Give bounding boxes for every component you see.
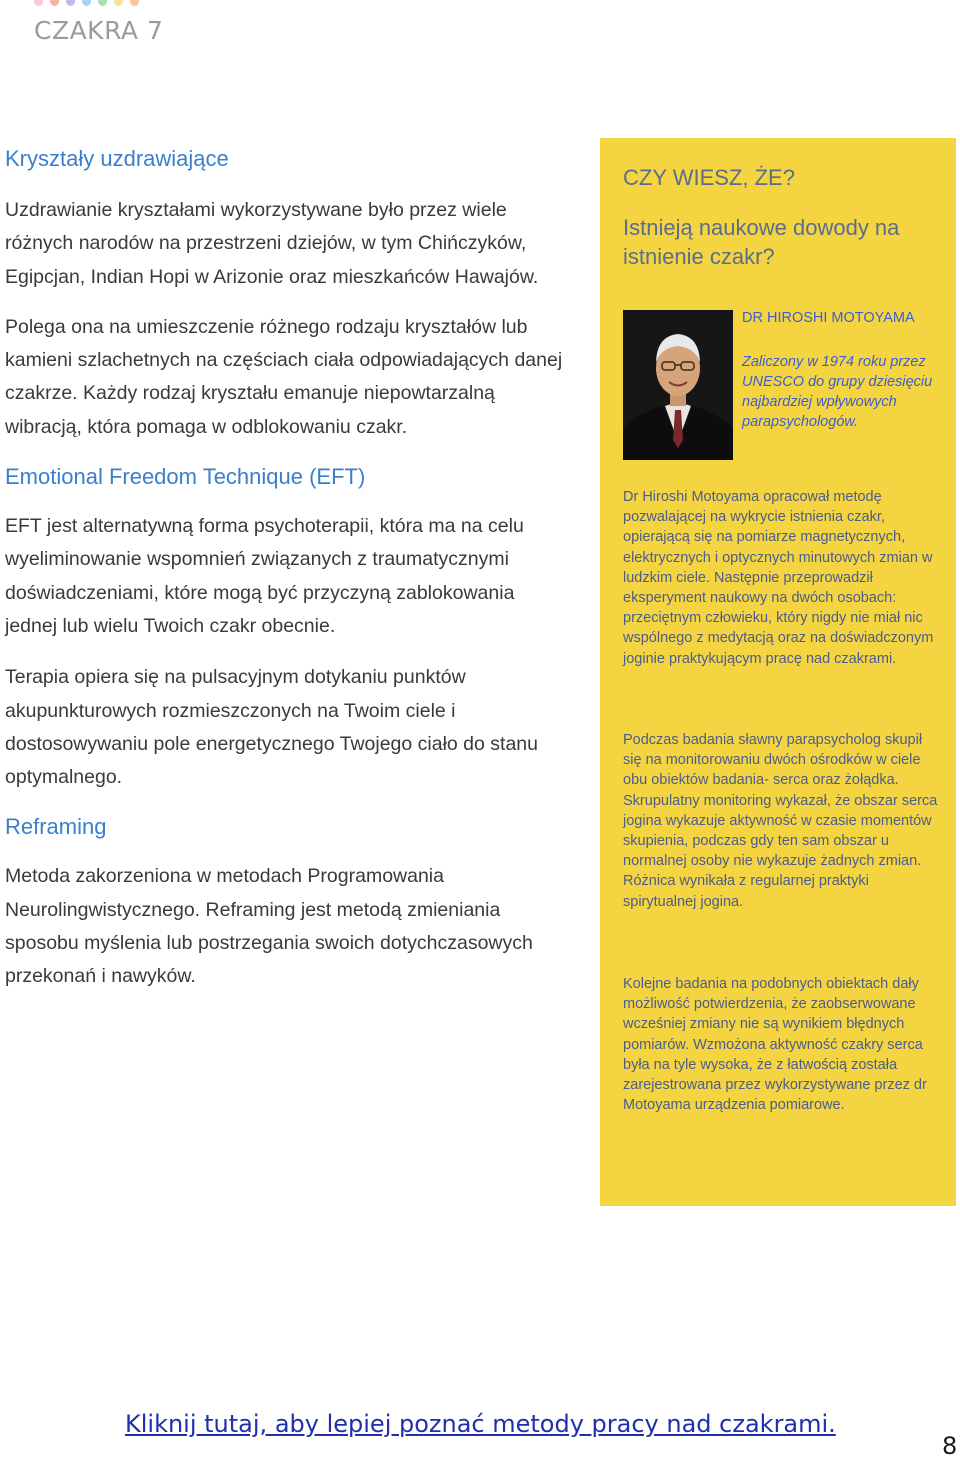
eft-paragraph-1: EFT jest alternatywną forma psychoterapii, która ma na celu wyeliminowanie wspomnień związanych z traumatycznymi doświadczeniami, które mogą być przyczyną zablokowania jednej lub wielu Twoich czakr obecnie. [5, 515, 524, 637]
did-you-know-box [600, 138, 956, 1206]
crystals-paragraph-2: Polega ona na umieszczenie różnego rodzaju kryształów lub kamieni szlachetnych na częściach ciała odpowiadających danej czakrze. Każdy rodzaj kryształu emanuje niepowtarzalną wibracją, która pomaga w odblokowaniu czakr. [5, 315, 563, 438]
sidebar-paragraph-3: Kolejne badania na podobnych obiektach dały możliwość potwierdzenia, że zaobserwowane wcześniej zmiany nie są wynikiem błędnych pomiarów. Wzmożona aktywność czakry serca była na tyle wysoka, że z łatwością została zarejestrowana przez wykorzystywane przez dr Motoyama urządzenia pomiarowe. [623, 976, 927, 1114]
logo-dots [34, 0, 163, 10]
eft-paragraph-2: Terapia opiera się na pulsacyjnym dotykaniu punktów akupunkturowych rozmieszczonych na Twoim ciele i dostosowywaniu pole energetycznego Twojego ciało do stanu optymalnego. [5, 666, 538, 789]
eft-heading: Emotional Freedom Technique (EFT) [5, 464, 366, 490]
logo [34, 0, 163, 45]
logo-dot [66, 0, 75, 6]
logo-dot [114, 0, 123, 6]
did-you-know-subtitle: Istnieją naukowe dowody na istnienie czakr? [623, 215, 900, 269]
crystals-paragraph-1: Uzdrawianie kryształami wykorzystywane było przez wiele różnych narodów na przestrzeni dziejów, w tym Chińczyków, Egipcjan, Indian Hopi w Arizonie oraz mieszkańców Hawajów. [5, 199, 539, 288]
logo-text: CZAKRA 7 [34, 16, 164, 45]
scientist-name: DR HIROSHI MOTOYAMA [742, 310, 915, 326]
portrait-illustration [623, 310, 733, 460]
logo-dot [130, 0, 139, 6]
did-you-know-title: CZY WIESZ, ŻE? [623, 165, 795, 190]
main-column [5, 140, 565, 994]
logo-dot [50, 0, 59, 6]
reframing-heading: Reframing [5, 814, 107, 840]
portrait-photo [623, 310, 733, 460]
logo-dot [98, 0, 107, 6]
reframing-paragraph-1: Metoda zakorzeniona w metodach Programowania Neurolingwistycznego. Reframing jest metodą zmieniania sposobu myślenia lub postrzegania swoich dotychczasowych przekonań i nawyków. [5, 865, 533, 988]
logo-dot [34, 0, 43, 6]
crystals-heading: Kryształy uzdrawiające [5, 146, 229, 171]
sidebar-paragraph-1: Dr Hiroshi Motoyama opracował metodę pozwalającej na wykrycie istnienia czakr, opierającą się na pomiarze magnetycznych, elektrycznych i optycznych minutowych zmian w ludzkim ciele. Następnie przeprowadził eksperyment naukowy na dwóch osobach: przeciętnym człowieku, który nigdy nie miał nic wspólnego z medytacją oraz na doświadczonym joginie praktykującym pracę nad czakrami. [623, 489, 934, 667]
learn-more-link[interactable]: Kliknij tutaj, aby lepiej poznać metody pracy nad czakrami. [125, 1410, 836, 1438]
page-number: 8 [942, 1432, 958, 1460]
scientist-caption: Zaliczony w 1974 roku przez UNESCO do grupy dziesięciu najbardziej wpływowych parapsychologów. [742, 354, 933, 430]
logo-dot [82, 0, 91, 6]
sidebar-paragraph-2: Podczas badania sławny parapsycholog skupił się na monitorowaniu dwóch ośrodków w ciele obu obiektów badania- serca oraz żołądka. Skrupulatny monitoring wykazał, że obszar serca jogina wykazuje aktywność w czasie momentów skupienia, podczas gdy ten sam obszar u normalnej osoby nie wykazuje żadnych zmian. Różnica wynikała z regularnej praktyki spirytualnej jogina. [623, 732, 938, 910]
